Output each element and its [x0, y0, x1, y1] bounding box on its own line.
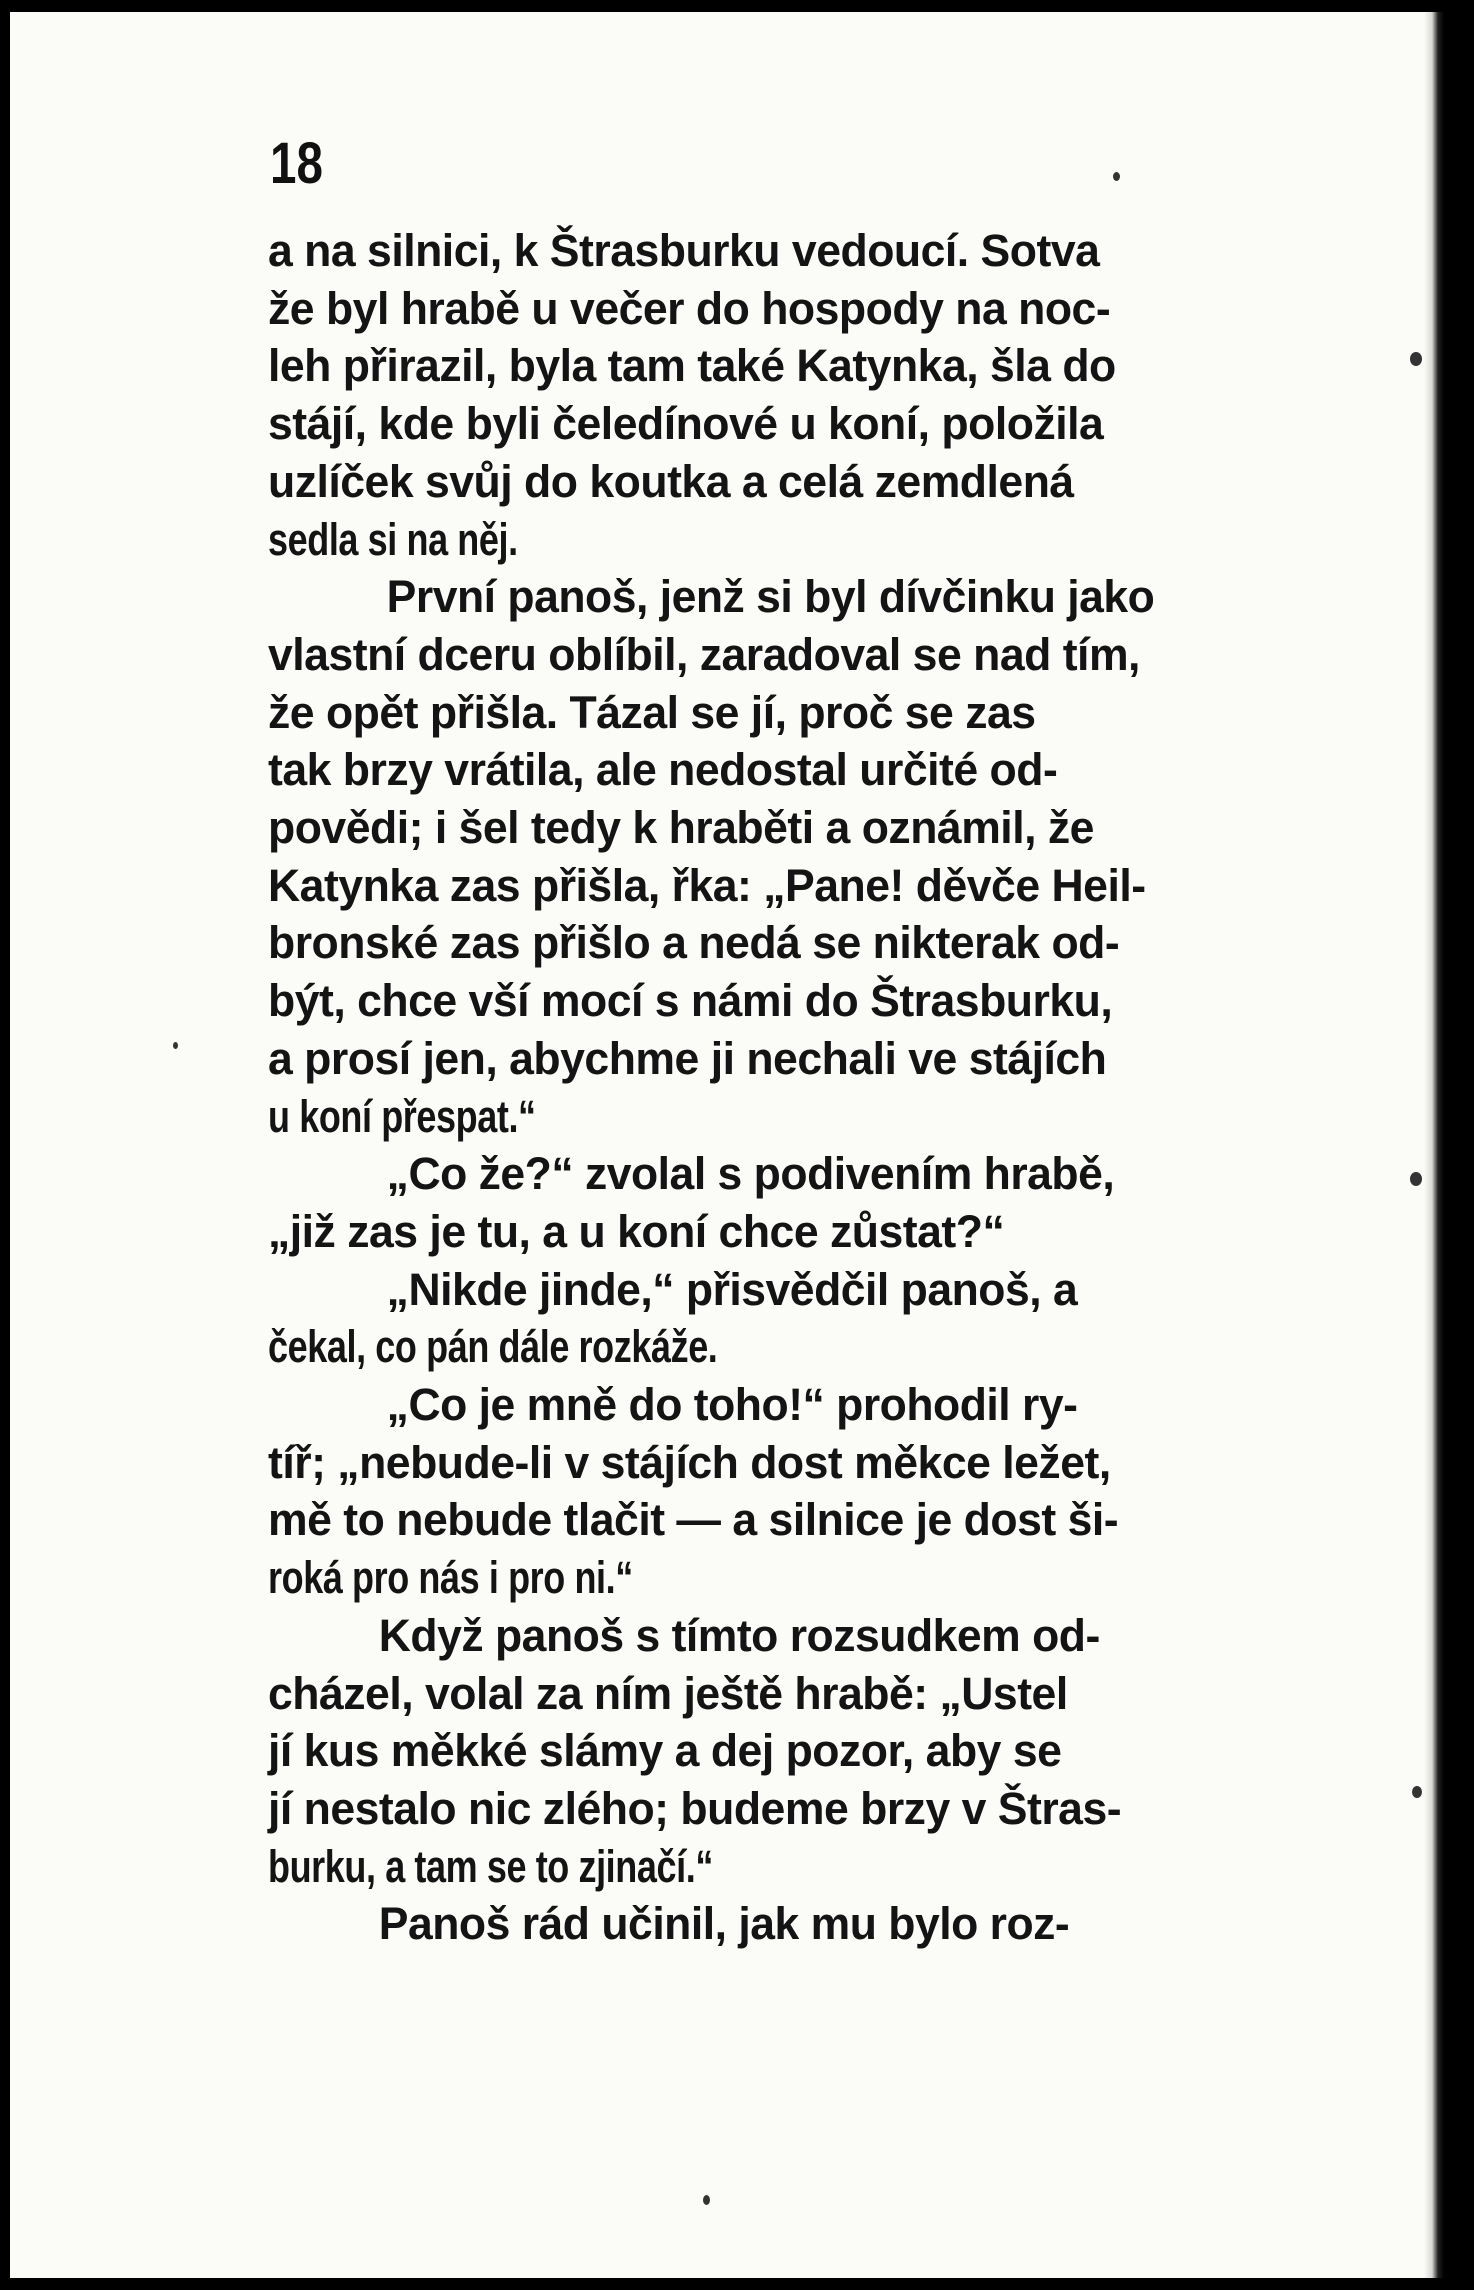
text-line: čekal, co pán dále rozkáže. — [268, 1321, 718, 1373]
text-line: že byl hrabě u večer do hospody na noc- — [268, 282, 1111, 334]
text-line: roká pro nás i pro ni.“ — [268, 1552, 633, 1604]
text-line: cházel, volal za ním ještě hrabě: „Ustel — [268, 1667, 1068, 1719]
book-page — [10, 12, 1444, 2278]
text-line: „již zas je tu, a u koní chce zůstat?“ — [268, 1205, 1005, 1257]
text-line: mě to nebude tlačit — a silnice je dost ši- — [268, 1494, 1119, 1546]
text-line: že opět přišla. Tázal se jí, proč se zas — [268, 686, 1036, 738]
text-line: povědi; i šel tedy k hraběti a oznámil, že — [268, 802, 1094, 854]
text-line: burku, a tam se to zjinačí.“ — [268, 1840, 713, 1892]
text-line: stájí, kde byli čeledínové u koní, položila — [268, 398, 1104, 450]
text-line: a prosí jen, abychme ji nechali ve stájích — [268, 1032, 1107, 1084]
scan-speck — [1410, 1172, 1422, 1186]
body-text — [268, 222, 1268, 1953]
text-line: bronské zas přišlo a nedá se nikterak od- — [268, 917, 1120, 969]
text-line: uzlíček svůj do koutka a celá zemdlená — [268, 455, 1074, 507]
text-line: „Nikde jinde,“ přisvědčil panoš, a — [386, 1263, 1078, 1315]
text-line: být, chce vší mocí s námi do Štrasburku, — [268, 975, 1113, 1027]
scan-speck — [1412, 1786, 1422, 1798]
page-spine-edge — [1424, 12, 1444, 2278]
scan-speck — [1113, 172, 1120, 181]
scan-speck — [173, 1042, 178, 1049]
text-line: jí kus měkké slámy a dej pozor, aby se — [268, 1725, 1062, 1777]
text-line: Katynka zas přišla, řka: „Pane! děvče Heil- — [268, 859, 1146, 911]
text-line: leh přirazil, byla tam také Katynka, šla do — [268, 340, 1116, 392]
page-number: 18 — [270, 131, 323, 196]
text-line: První panoš, jenž si byl dívčinku jako — [386, 571, 1155, 623]
scan-speck — [1410, 352, 1422, 366]
text-line: a na silnici, k Štrasburku vedoucí. Sotva — [268, 225, 1100, 276]
text-line: „Co že?“ zvolal s podivením hrabě, — [386, 1148, 1115, 1200]
text-line: tíř; „nebude-li v stájích dost měkce ležet, — [268, 1436, 1111, 1488]
text-line: vlastní dceru oblíbil, zaradoval se nad tím, — [268, 628, 1140, 680]
text-line: sedla si na něj. — [268, 513, 518, 565]
scan-speck — [703, 2195, 710, 2205]
text-line: „Co je mně do toho!“ prohodil ry- — [386, 1379, 1078, 1431]
text-line: Když panoš s tímto rozsudkem od- — [378, 1609, 1100, 1661]
text-line: jí nestalo nic zlého; budeme brzy v Štras- — [268, 1782, 1122, 1834]
text-line: tak brzy vrátila, ale nedostal určité od- — [268, 744, 1058, 796]
text-line: Panoš rád učinil, jak mu bylo roz- — [378, 1898, 1070, 1950]
text-line: u koní přespat.“ — [268, 1090, 536, 1142]
